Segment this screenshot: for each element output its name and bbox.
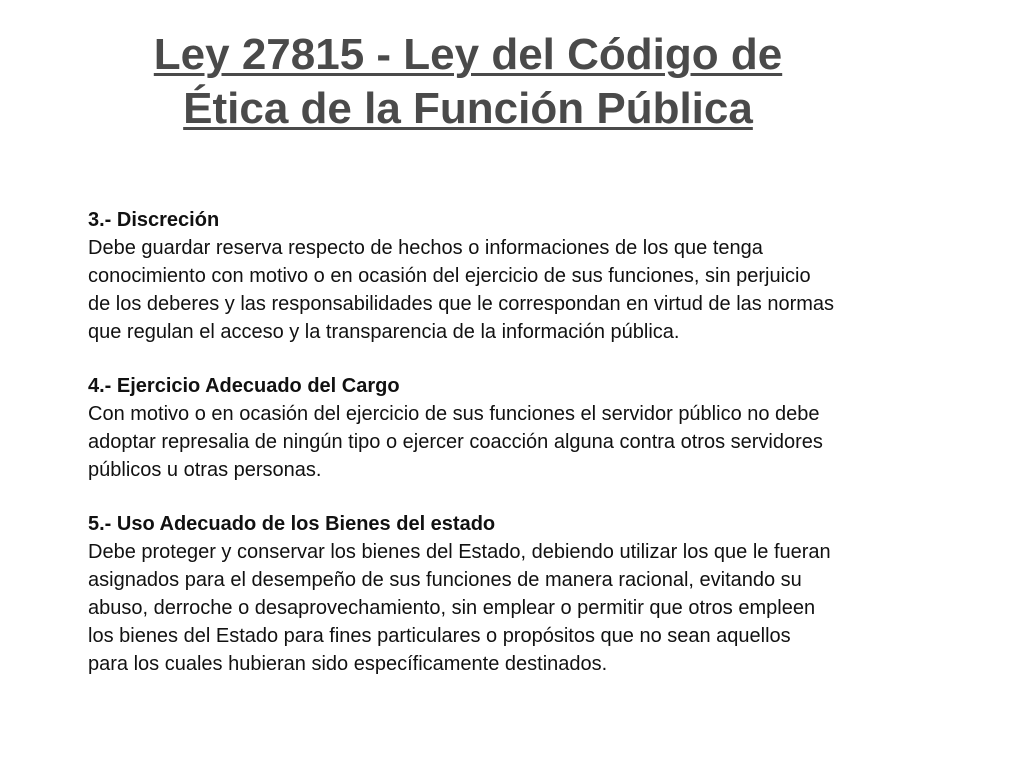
page-title — [0, 28, 936, 136]
section-heading: 3.- Discreción — [88, 209, 220, 231]
section-text: Con motivo o en ocasión del ejercicio de sus funciones el servidor público no debe adoptar represalia de ningún tipo o ejercer coacción alguna contra otros servidores públicos u otras personas. — [88, 403, 823, 481]
document-body — [88, 206, 968, 704]
section-uso-bienes — [88, 510, 968, 678]
section-discrecion — [88, 206, 968, 346]
section-text: Debe guardar reserva respecto de hechos o informaciones de los que tenga conocimiento con motivo o en ocasión del ejercicio de sus funciones, sin perjuicio de los deberes y las responsabilidades que le correspondan en virtud de las normas que regulan el acceso y la transparencia de la información pública. — [88, 237, 835, 343]
section-heading: 4.- Ejercicio Adecuado del Cargo — [88, 375, 400, 397]
section-text: Debe proteger y conservar los bienes del Estado, debiendo utilizar los que le fueran asignados para el desempeño de sus funciones de manera racional, evitando su abuso, derroche o desaprovechamiento, sin emplear o permitir que otros empleen los bienes del Estado para fines particulares o propósitos que no sean aquellos para los cuales hubieran sido específicamente destinados. — [88, 541, 831, 675]
section-ejercicio-adecuado — [88, 372, 968, 484]
section-heading: 5.- Uso Adecuado de los Bienes del estado — [88, 513, 496, 535]
page-title-line-2: Ética de la Función Pública — [183, 84, 753, 133]
page-title-line-1: Ley 27815 - Ley del Código de — [153, 30, 783, 79]
